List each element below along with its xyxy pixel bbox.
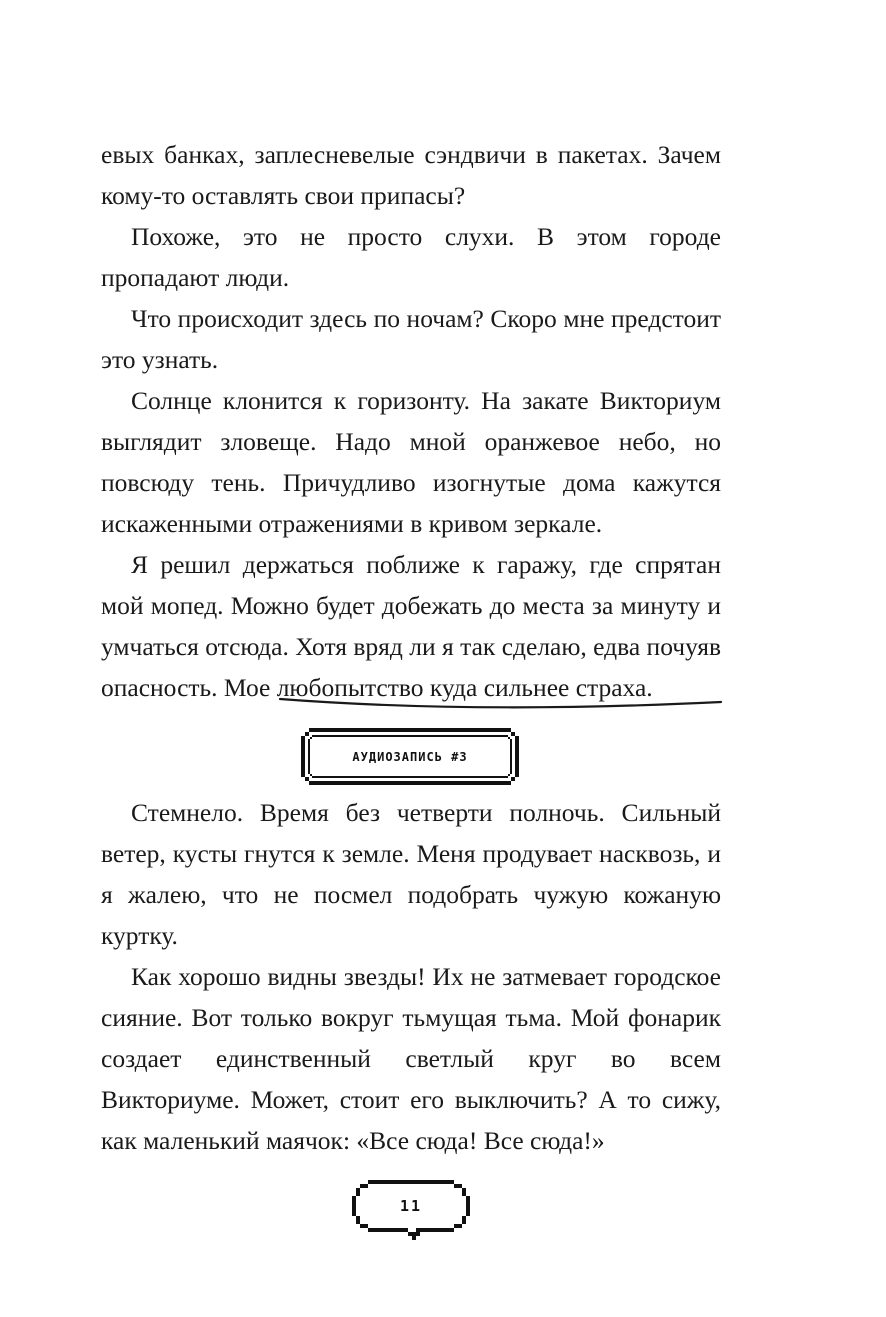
page-number-badge <box>352 1180 470 1242</box>
paragraph: евых банках, заплесневелые сэндвичи в пакетах. Зачем кому-то оставлять свои припасы? <box>101 140 721 210</box>
paragraph: Что происходит здесь по ночам? Скоро мне предстоит это узнать. <box>101 304 721 374</box>
audio-label-text: АУДИОЗАПИСЬ #3 <box>352 749 468 764</box>
audio-record-label <box>301 728 519 785</box>
paragraph: Похоже, это не просто слухи. В этом городе пропадают люди. <box>101 222 721 292</box>
paragraph: Как хорошо видны звезды! Их не затмевает городское сияние. Вот только вокруг тьмущая тьма. Мой фонарик создает единственный светлый круг во всем Викториуме. Может, стоит его выключить? А то сижу, как маленький маячок: «Все сюда! Все сюда!» <box>101 962 721 1155</box>
paragraph-text: Я решил держаться поближе к гаражу, где спрятан мой мопед. Можно будет добежать до места за минуту и умчаться отсюда. Хотя вряд ли я так сделаю, едва почуяв опасность. <box>101 550 721 702</box>
paragraph <box>101 544 721 708</box>
paragraph: Стемнело. Время без четверти полночь. Сильный ветер, кусты гнутся к земле. Меня продувает насквозь, и я жалею, что не посмел подобрать чужую кожаную куртку. <box>101 798 721 950</box>
page-number: 11 <box>399 1197 423 1215</box>
paragraph: Солнце клонится к горизонту. На закате Викториум выглядит зловеще. Надо мной оранжевое небо, но повсюду тень. Причудливо изогнутые дома кажутся искаженными отражениями в кривом зеркале. <box>101 386 721 538</box>
text-block-top <box>101 134 721 708</box>
underlined-phrase: Мое любопытство куда сильнее страха. <box>223 673 653 702</box>
text-block-bottom <box>101 792 721 1161</box>
underline-swoosh <box>278 697 723 715</box>
